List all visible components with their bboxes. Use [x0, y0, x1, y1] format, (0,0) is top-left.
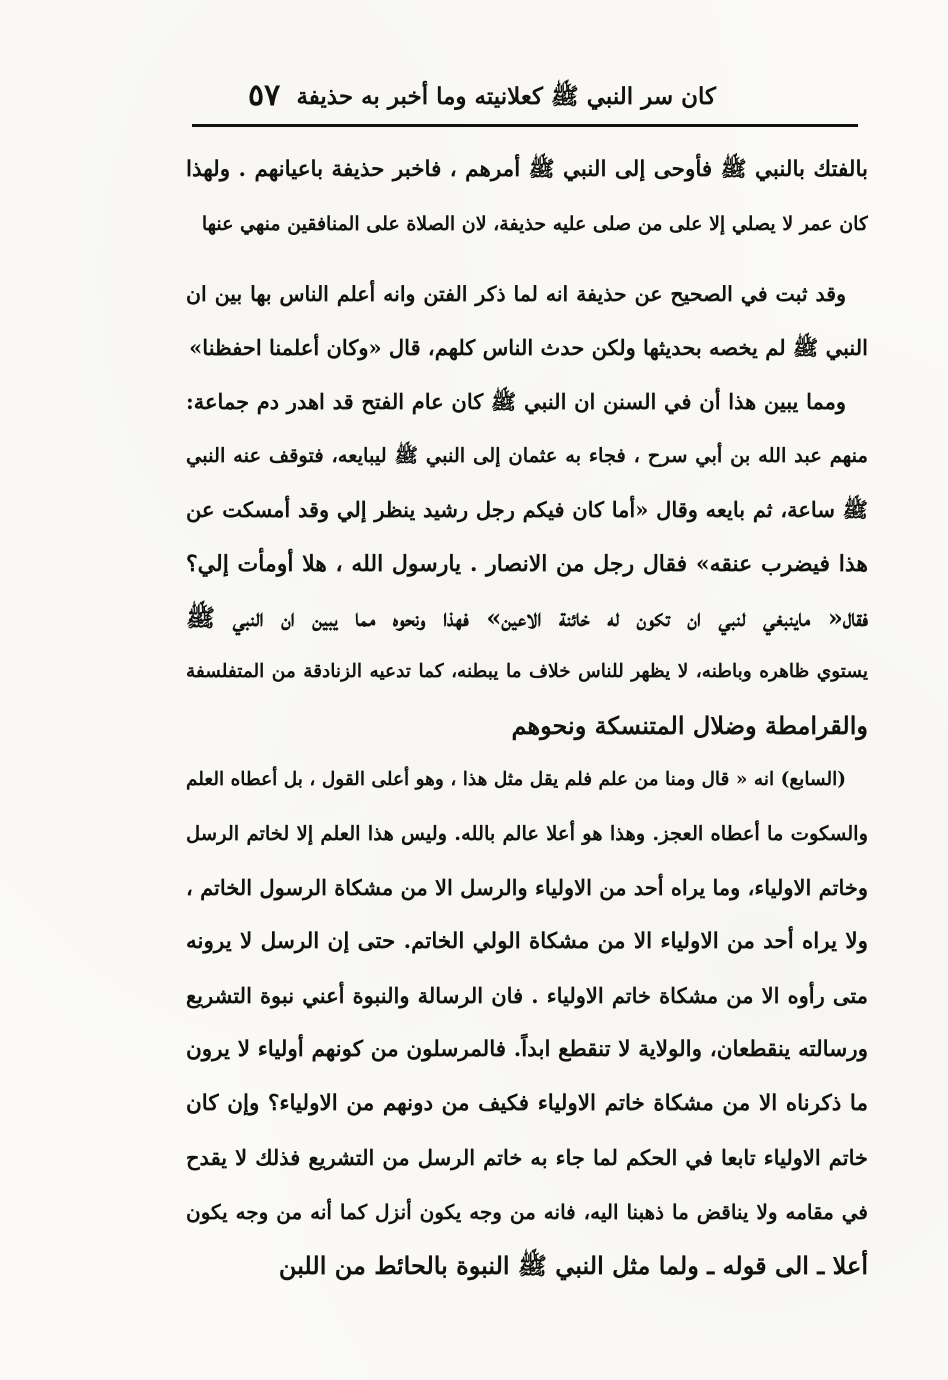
- paragraph: [186, 375, 868, 753]
- paragraph: [186, 267, 868, 375]
- paragraph: [186, 143, 868, 251]
- text-line: هذا فيضرب عنقه» فقال رجل من الانصار . يارسول الله ، هلا أومأت إلي؟: [186, 551, 868, 577]
- header-divider: [192, 124, 858, 127]
- paragraph: [186, 753, 868, 1293]
- text-line: والسكوت ما أعطاه العجز. وهذا هو أعلا عالم بالله. وليس هذا العلم إلا لخاتم الرسل: [186, 822, 868, 845]
- text-line: منهم عبد الله بن أبي سرح ، فجاء به عثمان إلى النبي ﷺ ليبايعه، فتوقف عنه النبي: [186, 444, 868, 467]
- text-line: النبي ﷺ لم يخصه بحديثها ولكن حدث الناس كلهم، قال «وكان أعلمنا احفظنا»: [189, 335, 868, 360]
- text-line: ومما يبين هذا أن في السنن ان النبي ﷺ كان عام الفتح قد اهدر دم جماعة:: [186, 389, 846, 414]
- text-line: كان عمر لا يصلي إلا على من صلى عليه حذيفة، لان الصلاة على المنافقين منهي عنها: [201, 213, 868, 235]
- text-line: وقد ثبت في الصحيح عن حذيفة انه لما ذكر الفتن وانه أعلم الناس بها بين ان: [186, 282, 846, 306]
- text-line: خاتم الاولياء تابعا في الحكم لما جاء به خاتم الرسل من التشريع فذلك لا يقدح: [186, 1145, 868, 1170]
- text-line: أعلا ـ الى قوله ـ ولما مثل النبي ﷺ النبوة بالحائط من اللبن: [278, 1251, 868, 1280]
- text-line: والقرامطة وضلال المتنسكة ونحوهم: [511, 711, 868, 740]
- text-line: بالفتك بالنبي ﷺ فأوحى إلى النبي ﷺ أمرهم ، فاخبر حذيفة باعيانهم . ولهذا: [186, 157, 868, 182]
- text-line: وخاتم الاولياء، وما يراه أحد من الاولياء والرسل الا من مشكاة الرسول الخاتم ،: [186, 875, 868, 900]
- text-line: ﷺ ساعة، ثم بايعه وقال «أما كان فيكم رجل رشيد ينظر إلي وقد أمسكت عن: [186, 497, 868, 522]
- page-header: [196, 78, 716, 122]
- text-line: ما ذكرناه الا من مشكاة خاتم الاولياء فكيف من دونهم من الاولياء؟ وإن كان: [186, 1091, 868, 1116]
- text-line: يستوي ظاهره وباطنه، لا يظهر للناس خلاف ما يبطنه، كما تدعيه الزنادقة من المتفلسفة: [186, 661, 868, 682]
- text-line: فقال« ماينبغي لنبي ان تكون له خائنة الاعين» فهذا ونحوه مما يبين ان النبي ﷺ: [186, 603, 868, 632]
- text-line: متى رأوه الا من مشكاة خاتم الاولياء . فان الرسالة والنبوة أعني نبوة التشريع: [186, 983, 868, 1008]
- page-number: ٥٧: [248, 78, 281, 113]
- text-line: ولا يراه أحد من الاولياء الا من مشكاة الولي الخاتم. حتى إن الرسل لا يرونه: [186, 929, 868, 954]
- running-title: كان سر النبي ﷺ كعلانيته وما أخبر به حذيفة: [296, 83, 716, 110]
- text-line: في مقامه ولا يناقض ما ذهبنا اليه، فانه من وجه يكون أنزل كما أنه من وجه يكون: [186, 1200, 868, 1224]
- text-line: (السابع) انه « قال ومنا من علم فلم يقل مثل هذا ، وهو أعلى القول ، بل أعطاه العلم: [186, 769, 846, 790]
- paragraph-gap: [186, 251, 868, 267]
- body-text: [186, 143, 868, 1293]
- text-line: ورسالته ينقطعان، والولاية لا تنقطع ابداً. فالمرسلون من كونهم أولياء لا يرون: [186, 1037, 868, 1062]
